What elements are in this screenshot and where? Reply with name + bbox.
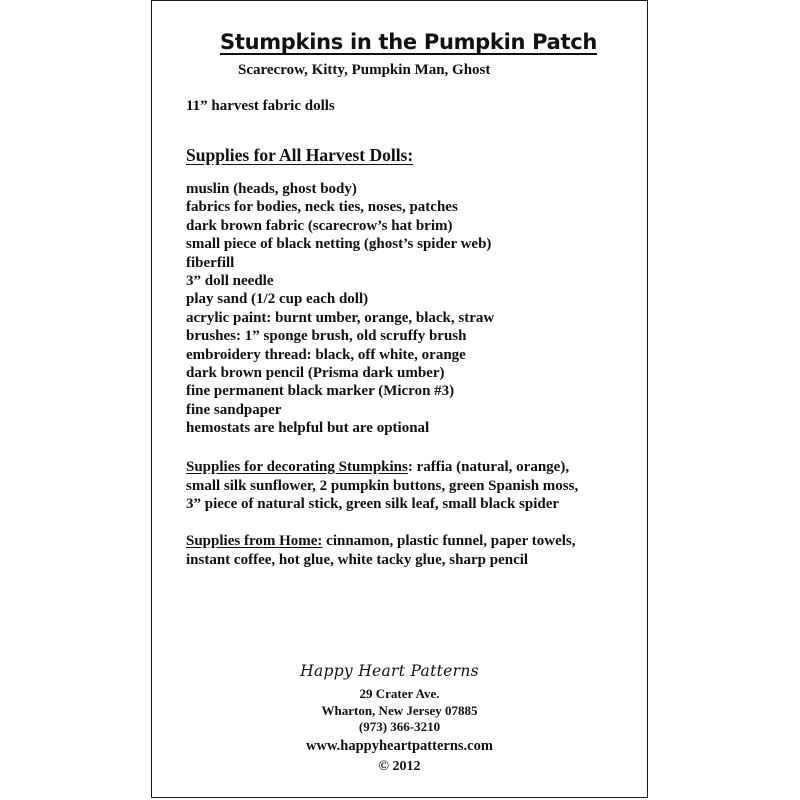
list-item: fabrics for bodies, neck ties, noses, patches [186,199,458,216]
home-supplies [186,532,576,569]
list-item: 3” doll needle [186,273,274,290]
home-line2: instant coffee, hot glue, white tacky glue, sharp pencil [186,551,529,568]
list-item: brushes: 1” sponge brush, old scruffy brush [186,328,467,345]
phone-number: (973) 366-3210 [358,719,441,734]
home-label: Supplies from Home: [186,533,323,549]
list-item: hemostats are helpful but are optional [186,420,430,437]
list-item: fiberfill [186,254,235,271]
supplies-list [186,180,494,438]
list-item: acrylic paint: burnt umber, orange, black, straw [186,309,495,326]
page-title: Stumpkins in the Pumpkin Patch [220,30,598,54]
website-link[interactable]: www.happyheartpatterns.com [306,737,493,754]
subtitle: Scarecrow, Kitty, Pumpkin Man, Ghost [238,62,491,78]
list-item: play sand (1/2 cup each doll) [186,291,369,308]
decorating-label: Supplies for decorating Stumpkins [186,459,408,475]
list-item: fine sandpaper [186,401,282,418]
decorating-supplies [186,458,578,514]
supplies-heading: Supplies for All Harvest Dolls: [186,145,414,165]
list-item: dark brown pencil (Prisma dark umber) [186,365,445,382]
footer [151,662,648,775]
address-line2: Wharton, New Jersey 07885 [321,702,478,718]
decorating-line2: small silk sunflower, 2 pumpkin buttons, green Spanish moss, [186,477,579,494]
home-line1: cinnamon, plastic funnel, paper towels, [322,533,576,549]
decorating-line1: : raffia (natural, orange), [407,459,570,475]
address-line1: 29 Crater Ave. [359,686,440,701]
list-item: embroidery thread: black, off white, orange [186,346,466,363]
list-item: small piece of black netting (ghost’s spider web) [186,236,492,253]
decorating-line3: 3” piece of natural stick, green silk leaf, small black spider [186,496,560,512]
list-item: dark brown fabric (scarecrow’s hat brim) [186,217,453,234]
list-item: fine permanent black marker (Micron #3) [186,383,455,400]
list-item: muslin (heads, ghost body) [186,181,357,197]
brand-name: Happy Heart Patterns [300,662,479,680]
copyright: © 2012 [378,758,421,774]
intro-text: 11” harvest fabric dolls [186,98,335,114]
